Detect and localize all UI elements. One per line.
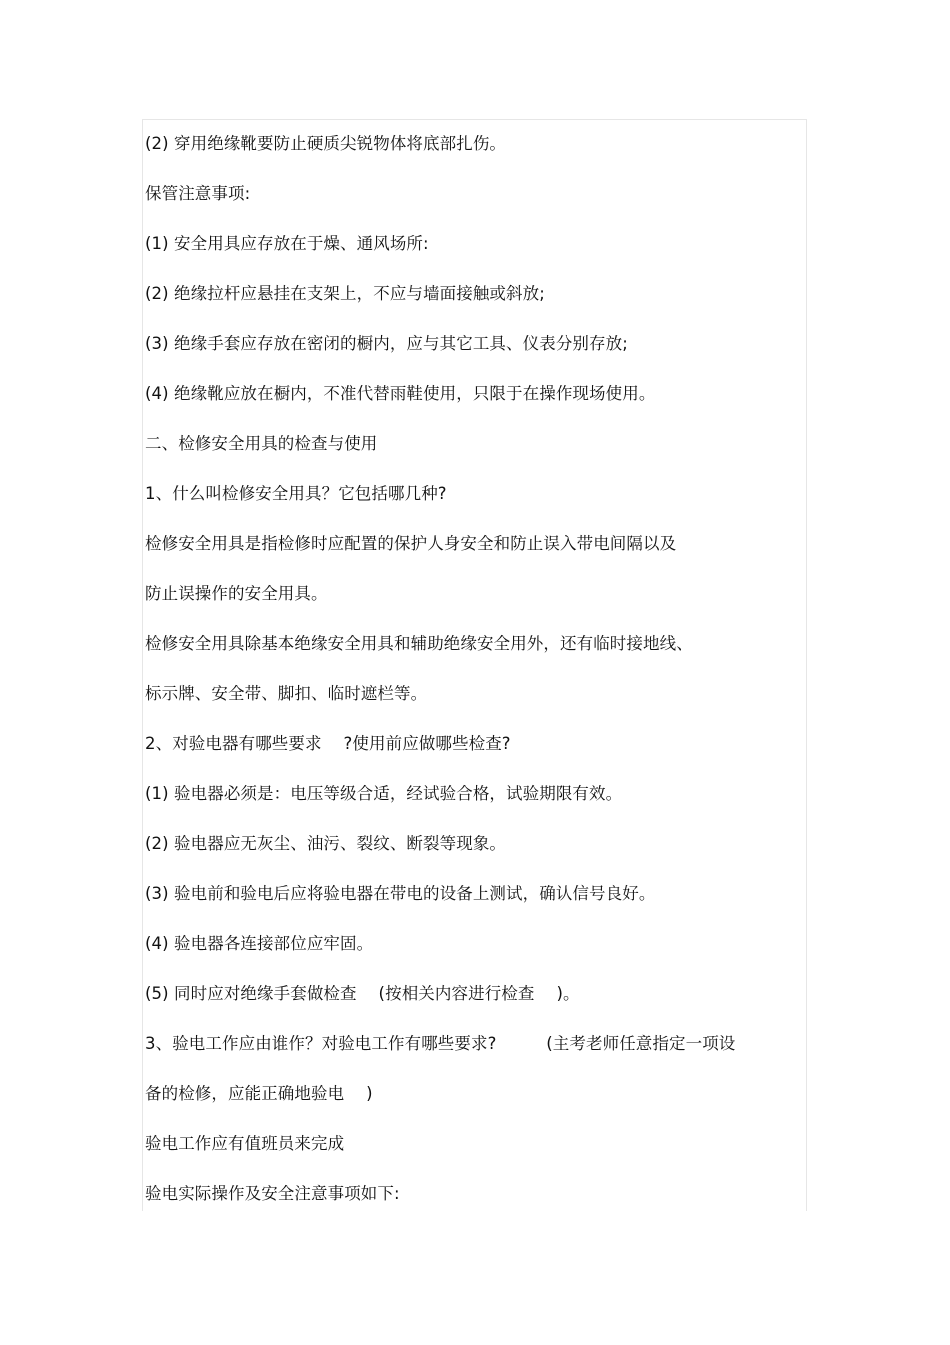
question-heading: 2、对验电器有哪些要求 ?使用前应做哪些检查? [145, 734, 511, 753]
text-line: (1) 安全用具应存放在于燥、通风场所: [145, 234, 429, 253]
text-line: (4) 验电器各连接部位应牢固。 [145, 934, 374, 953]
text-line: 检修安全用具是指检修时应配置的保护人身安全和防止误入带电间隔以及 [145, 534, 677, 553]
text-line: 标示牌、安全带、脚扣、临时遮栏等。 [145, 684, 428, 703]
text-line: (5) 同时应对绝缘手套做检查 (按相关内容进行检查 )。 [145, 984, 580, 1003]
question-heading: 3、验电工作应由谁作？对验电工作有哪些要求? (主考老师任意指定一项设 [145, 1034, 736, 1053]
text-line: (2) 验电器应无灰尘、油污、裂纹、断裂等现象。 [145, 834, 507, 853]
text-line: 防止误操作的安全用具。 [145, 584, 328, 603]
text-line: (2) 穿用绝缘靴要防止硬质尖锐物体将底部扎伤。 [145, 134, 507, 153]
text-line: 验电工作应有值班员来完成 [145, 1134, 345, 1153]
text-line: 保管注意事项: [145, 184, 251, 203]
text-line: (4) 绝缘靴应放在橱内，不准代替雨鞋使用，只限于在操作现场使用。 [145, 384, 656, 403]
text-line: (3) 验电前和验电后应将验电器在带电的设备上测试，确认信号良好。 [145, 884, 656, 903]
text-line: 验电实际操作及安全注意事项如下: [145, 1184, 400, 1203]
question-heading: 1、什么叫检修安全用具？它包括哪几种? [145, 484, 447, 503]
section-heading: 二、检修安全用具的检查与使用 [145, 434, 378, 453]
text-line: (3) 绝缘手套应存放在密闭的橱内，应与其它工具、仪表分别存放; [145, 334, 628, 353]
text-line: 备的检修，应能正确地验电 ) [145, 1084, 373, 1103]
text-line: 检修安全用具除基本绝缘安全用具和辅助绝缘安全用外，还有临时接地线、 [145, 634, 693, 653]
text-line: (1) 验电器必须是：电压等级合适，经试验合格，试验期限有效。 [145, 784, 623, 803]
text-line: (2) 绝缘拉杆应悬挂在支架上，不应与墙面接触或斜放; [145, 284, 545, 303]
